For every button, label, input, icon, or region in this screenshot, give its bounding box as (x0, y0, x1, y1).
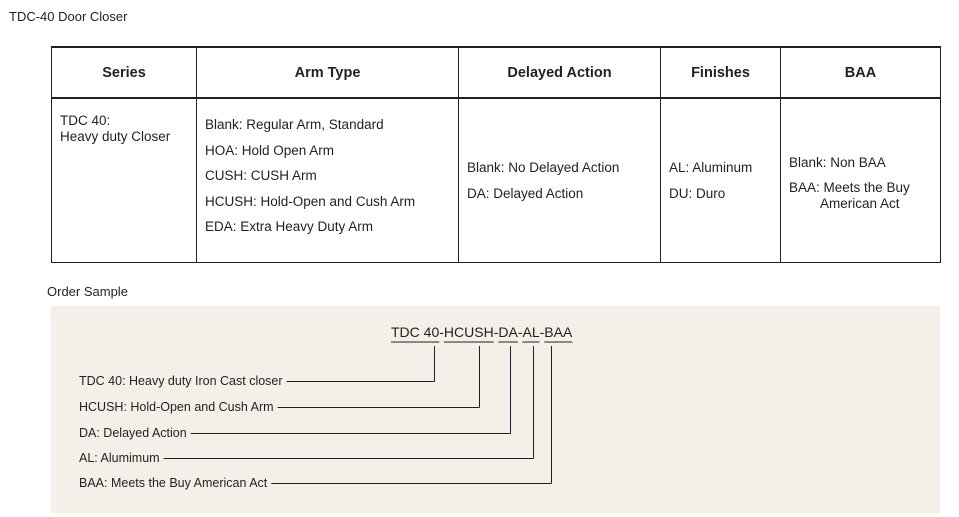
order-sample-label: Order Sample (47, 284, 128, 299)
arm-type-cell (197, 98, 459, 263)
page-title: TDC-40 Door Closer (9, 9, 128, 24)
connector-lines (51, 306, 940, 513)
finish-option: DU: Duro (669, 185, 726, 201)
series-line: TDC 40: (60, 113, 111, 128)
arm-type-option: Blank: Regular Arm, Standard (205, 117, 384, 132)
code-separator: - (493, 324, 499, 340)
baa-option: BAA: Meets the Buy (789, 179, 910, 195)
legend-baa: BAA: Meets the Buy American Act (79, 476, 268, 490)
finishes-cell (661, 98, 781, 263)
order-sample-panel (51, 306, 940, 513)
legend-series: TDC 40: Heavy duty Iron Cast closer (79, 374, 283, 388)
code-part-finish: AL (522, 324, 540, 340)
delayed-action-option: DA: Delayed Action (467, 185, 584, 201)
legend-delayed-action: DA: Delayed Action (79, 426, 187, 440)
finish-option: AL: Aluminum (669, 160, 753, 175)
code-part-delayed-action: DA (498, 324, 518, 340)
series-line: Heavy duty Closer (60, 129, 171, 144)
code-separator: - (539, 324, 545, 340)
table-row (52, 98, 941, 263)
delayed-action-cell (459, 98, 661, 263)
header-baa: BAA (781, 47, 941, 98)
arm-type-option: CUSH: CUSH Arm (205, 168, 317, 183)
code-separator: - (439, 324, 444, 340)
table-header-row (52, 47, 941, 98)
code-part-series: TDC 40 (391, 324, 440, 340)
baa-cell (781, 98, 941, 263)
arm-type-option: EDA: Extra Heavy Duty Arm (205, 219, 374, 234)
arm-type-option: HCUSH: Hold-Open and Cush Arm (205, 193, 416, 209)
header-delayed-action: Delayed Action (459, 47, 661, 98)
header-arm-type: Arm Type (197, 47, 459, 98)
arm-type-option: HOA: Hold Open Arm (205, 142, 335, 158)
code-separator: - (517, 324, 523, 340)
spec-table (51, 46, 941, 263)
code-part-arm: HCUSH (443, 324, 494, 340)
header-finishes: Finishes (661, 47, 781, 98)
baa-option-continued: American Act (820, 195, 900, 211)
series-cell (52, 98, 197, 263)
baa-option: Blank: Non BAA (789, 154, 886, 170)
header-series: Series (52, 47, 197, 98)
delayed-action-option: Blank: No Delayed Action (467, 160, 620, 175)
legend-arm: HCUSH: Hold-Open and Cush Arm (79, 400, 274, 414)
code-part-baa: BAA (544, 324, 573, 340)
legend-finish: AL: Alumimum (79, 451, 160, 465)
